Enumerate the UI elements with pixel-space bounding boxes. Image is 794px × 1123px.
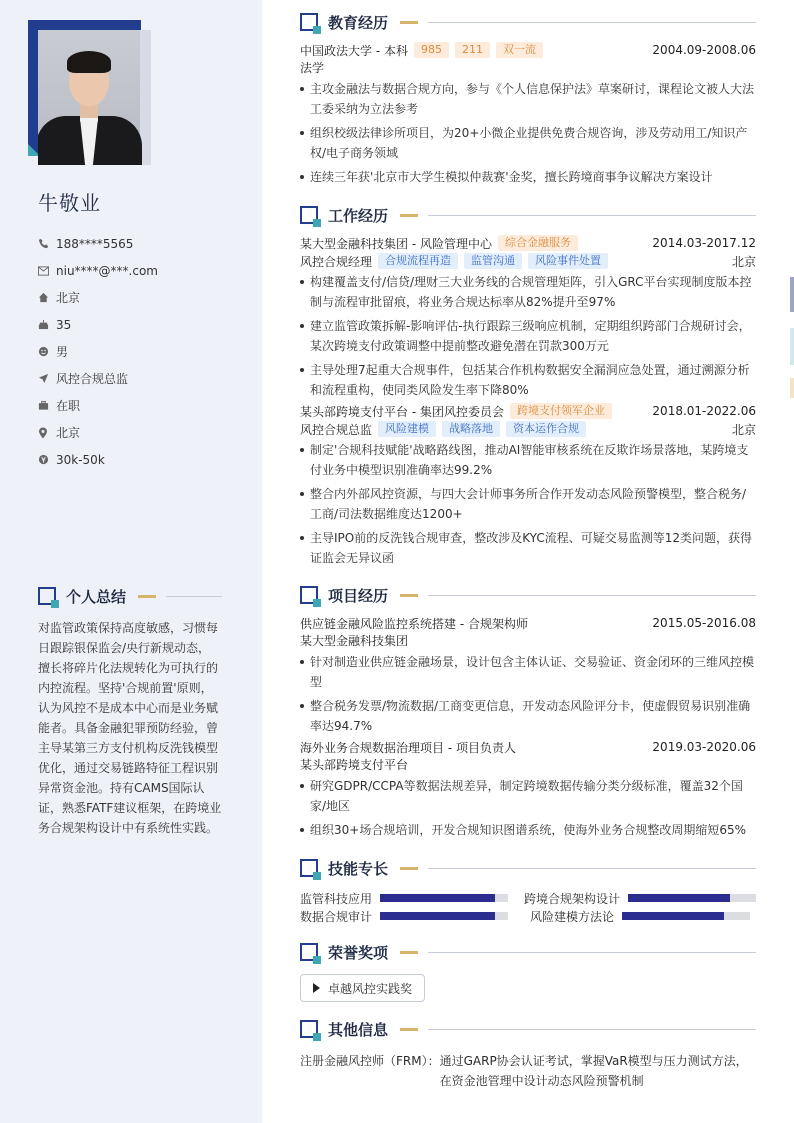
school-tag: 985 [414, 42, 449, 58]
skills-heading [300, 857, 756, 879]
job-date: 2014.03-2017.12 [652, 236, 756, 250]
job-city: 北京 [731, 422, 756, 437]
project-bullets [300, 776, 756, 840]
project-name: 海外业务合规数据治理项目 - 项目负责人 [300, 740, 516, 755]
gold-divider [400, 214, 418, 217]
work-title: 工作经历 [328, 206, 389, 225]
salary-icon [38, 454, 56, 465]
divider-line [428, 952, 756, 953]
info-location-text: 北京 [56, 426, 81, 440]
project-org: 某头部跨境支付平台 [300, 758, 409, 772]
skill-label: 监管科技应用 [300, 891, 373, 906]
avatar [38, 30, 151, 165]
work-heading [300, 204, 756, 226]
edge-marker [790, 277, 794, 312]
job-position: 风控合规总监 [300, 422, 373, 437]
list-item: 制定'合规科技赋能'战略路线图，推动AI智能审核系统在反欺诈场景落地，某跨境支付业务中模型识别准确率达99.2% [300, 440, 756, 480]
divider-line [428, 215, 756, 216]
other-info [300, 1051, 756, 1091]
job-tag: 监管沟通 [464, 253, 522, 269]
info-phone-text: 188****5565 [56, 236, 134, 251]
skill-label: 风险建模方法论 [530, 909, 615, 924]
job-tag: 合规流程再造 [378, 253, 458, 269]
info-phone [38, 230, 248, 257]
company-name: 某大型金融科技集团 - 风险管理中心 [300, 236, 492, 251]
edge-marker [790, 328, 794, 365]
info-email-text: niu****@***.com [56, 263, 158, 278]
section-marker-icon [300, 13, 318, 31]
job-bullets [300, 440, 756, 568]
gold-divider [400, 594, 418, 597]
section-marker-icon [300, 943, 318, 961]
school-name: 中国政法大学 - 本科 [300, 43, 408, 58]
play-triangle-icon [313, 983, 320, 993]
other-section [300, 1018, 756, 1091]
section-marker-icon [300, 859, 318, 877]
gold-divider [400, 951, 418, 954]
company-tag: 综合金融服务 [498, 235, 578, 251]
skill-bar [380, 912, 508, 920]
list-item: 组织校级法律诊所项目，为20+小微企业提供免费合规咨询，涉及劳动用工/知识产权/电子商务领域 [300, 123, 756, 163]
company-tag: 跨境支付领军企业 [510, 403, 612, 419]
projects-title: 项目经历 [328, 586, 389, 605]
skills-section [300, 857, 756, 925]
send-icon [38, 373, 56, 384]
job-date: 2018.01-2022.06 [652, 404, 756, 418]
award-label: 卓越风控实践奖 [328, 981, 413, 996]
email-icon [38, 266, 56, 276]
education-title: 教育经历 [328, 13, 389, 32]
project-entry [300, 614, 756, 736]
list-item: 组织30+场合规培训，开发合规知识图谱系统，使海外业务合规整改周期缩短65% [300, 820, 756, 840]
other-value: 通过GARP协会认证考试，掌握VaR模型与压力测试方法，在资金池管理中设计动态风险预警机制 [439, 1054, 748, 1088]
skills-title: 技能专长 [328, 859, 389, 878]
section-marker-icon [300, 586, 318, 604]
gold-divider [400, 21, 418, 24]
gold-divider [400, 1028, 418, 1031]
divider-line [428, 595, 756, 596]
contact-info-list [38, 230, 248, 473]
project-date: 2019.03-2020.06 [652, 740, 756, 754]
list-item: 建立监管政策拆解-影响评估-执行跟踪三级响应机制，定期组织跨部门合规研讨会，某次跨境支付政策调整中提前整改避免潜在罚款300万元 [300, 316, 756, 356]
education-section [300, 11, 756, 191]
info-email [38, 257, 248, 284]
project-date: 2015.05-2016.08 [652, 616, 756, 630]
job-tag: 风险事件处置 [528, 253, 608, 269]
honors-section [300, 941, 756, 1002]
phone-icon [38, 238, 56, 249]
job-tag: 资本运作合规 [506, 421, 586, 437]
home-icon [38, 292, 56, 303]
job-tag: 战略落地 [442, 421, 500, 437]
skill-bar-fill [380, 894, 495, 902]
honors-heading [300, 941, 756, 963]
project-name: 供应链金融风险监控系统搭建 - 合规架构师 [300, 616, 528, 631]
info-gender [38, 338, 248, 365]
section-marker-icon [300, 1020, 318, 1038]
info-position [38, 365, 248, 392]
school-tag: 211 [455, 42, 490, 58]
sidebar [0, 0, 262, 1123]
other-heading [300, 1018, 756, 1040]
skill-bar-fill [628, 894, 730, 902]
skill-item [300, 908, 530, 925]
projects-section [300, 584, 756, 844]
job-city: 北京 [731, 254, 756, 269]
job-tag: 风险建模 [378, 421, 436, 437]
education-date: 2004.09-2008.06 [652, 43, 756, 57]
award-badge[interactable] [300, 974, 425, 1002]
summary-title: 个人总结 [66, 587, 127, 606]
education-bullets [300, 79, 756, 187]
company-name: 某头部跨境支付平台 - 集团风控委员会 [300, 404, 504, 419]
section-marker-icon [38, 587, 56, 605]
info-home [38, 284, 248, 311]
school-tag: 双一流 [496, 42, 543, 58]
skill-item [524, 890, 756, 907]
location-icon [38, 427, 56, 439]
list-item: 研究GDPR/CCPA等数据法规差异，制定跨境数据传输分类分级标准，覆盖32个国家/地区 [300, 776, 756, 816]
job-bullets [300, 272, 756, 400]
skill-label: 数据合规审计 [300, 909, 373, 924]
work-section [300, 204, 756, 572]
projects-heading [300, 584, 756, 606]
project-org: 某大型金融科技集团 [300, 634, 409, 648]
skill-bar [622, 912, 750, 920]
info-location [38, 419, 248, 446]
edge-marker [790, 378, 794, 398]
skill-item [300, 890, 524, 907]
skill-bar-fill [380, 912, 495, 920]
honors-title: 荣誉奖项 [328, 943, 389, 962]
summary-text: 对监管政策保持高度敏感，习惯每日跟踪银保监会/央行新规动态，擅长将碎片化法规转化为可执行的内控流程。坚持'合规前置'原则，认为风控不是成本中心而是业务赋能者。具备金融犯罪预防经验，曾主导某第三方支付机构反洗钱模型优化，通过交易链路特征工程识别异常资金池。持有CAMS国际认证，熟悉FATF建议框架，在跨境业务合规架构设计中有系统性实践。 [38, 621, 222, 835]
info-status [38, 392, 248, 419]
other-key: 注册金融风控师（FRM）： [300, 1054, 440, 1068]
education-heading [300, 11, 756, 33]
info-salary [38, 446, 248, 473]
divider-line [166, 596, 222, 597]
list-item: 主导IPO前的反洗钱合规审查，整改涉及KYC流程、可疑交易监测等12类问题，获得证监会无异议函 [300, 528, 756, 568]
cake-icon [38, 319, 56, 330]
info-home-text: 北京 [56, 291, 81, 305]
summary-heading [38, 585, 222, 607]
project-entry [300, 738, 756, 840]
job-position: 风控合规经理 [300, 254, 373, 269]
profile-name: 牛敬业 [38, 191, 101, 215]
other-title: 其他信息 [328, 1020, 389, 1039]
info-gender-text: 男 [56, 345, 69, 359]
skill-item [530, 908, 750, 925]
divider-line [428, 868, 756, 869]
skills-list [300, 889, 756, 925]
info-position-text: 风控合规总监 [56, 372, 129, 386]
skill-bar [628, 894, 756, 902]
section-marker-icon [300, 206, 318, 224]
education-major: 法学 [300, 61, 325, 75]
briefcase-icon [38, 400, 56, 411]
project-bullets [300, 652, 756, 736]
skill-bar [380, 894, 508, 902]
list-item: 连续三年获'北京市大学生模拟仲裁赛'金奖，擅长跨境商事争议解决方案设计 [300, 167, 756, 187]
job-entry [300, 402, 756, 568]
list-item: 主攻金融法与数据合规方向，参与《个人信息保护法》草案研讨，课程论文被人大法工委采纳为立法参考 [300, 79, 756, 119]
list-item: 构建覆盖支付/信贷/理财三大业务线的合规管理矩阵，引入GRC平台实现制度版本控制与流程审批留痕，将业务合规达标率从82%提升至97% [300, 272, 756, 312]
info-status-text: 在职 [56, 399, 81, 413]
info-salary-text: 30k-50k [56, 452, 105, 467]
job-entry [300, 234, 756, 400]
info-age-text: 35 [56, 317, 72, 332]
skill-bar-fill [622, 912, 724, 920]
info-age [38, 311, 248, 338]
divider-line [428, 22, 756, 23]
gold-divider [138, 595, 156, 598]
list-item: 针对制造业供应链金融场景，设计包含主体认证、交易验证、资金闭环的三维风控模型 [300, 652, 756, 692]
divider-line [428, 1029, 756, 1030]
summary-section [38, 585, 222, 838]
gender-icon [38, 346, 56, 357]
list-item: 整合税务发票/物流数据/工商变更信息，开发动态风险评分卡，使虚假贸易识别准确率达94.7% [300, 696, 756, 736]
list-item: 主导处理7起重大合规事件，包括某合作机构数据安全漏洞应急处置，通过溯源分析和流程重构，使同类风险发生率下降80% [300, 360, 756, 400]
skill-label: 跨境合规架构设计 [523, 891, 620, 906]
list-item: 整合内外部风控资源，与四大会计师事务所合作开发动态风险预警模型，整合税务/工商/司法数据维度达1200+ [300, 484, 756, 524]
gold-divider [400, 867, 418, 870]
